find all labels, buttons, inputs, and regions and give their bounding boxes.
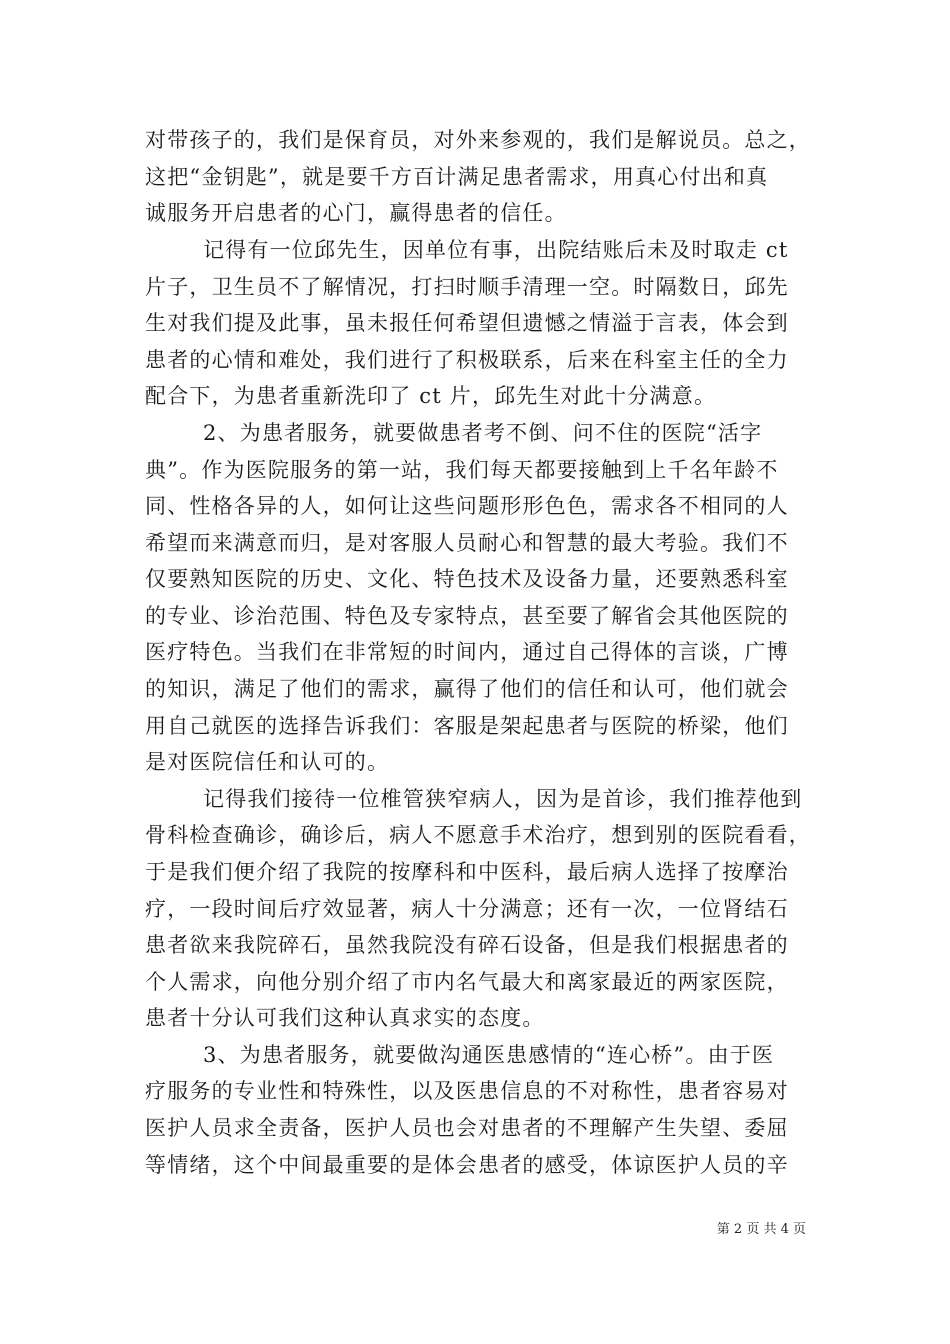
- text-line: 于是我们便介绍了我院的按摩科和中医科，最后病人选择了按摩治: [145, 860, 789, 884]
- paragraph-first-line: 记得有一位邱先生，因单位有事，出院结账后未及时取走 ct: [203, 238, 789, 262]
- text-line: 疗，一段时间后疗效显著，病人十分满意；还有一次，一位肾结石: [145, 897, 789, 921]
- text-line: 片子，卫生员不了解情况，打扫时顺手清理一空。时隔数日，邱先: [145, 275, 789, 299]
- text-line: 生对我们提及此事，虽未报任何希望但遗憾之情溢于言表，体会到: [145, 311, 789, 335]
- text-line: 疗服务的专业性和特殊性，以及医患信息的不对称性，患者容易对: [145, 1079, 789, 1103]
- text-line: 患者欲来我院碎石，虽然我院没有碎石设备，但是我们根据患者的: [145, 933, 789, 957]
- paragraph-first-line: 3、为患者服务，就要做沟通医患感情的“连心桥”。由于医: [203, 1043, 775, 1067]
- text-line: 配合下，为患者重新洗印了 ct 片，邱先生对此十分满意。: [145, 384, 717, 408]
- text-line: 医护人员求全责备，医护人员也会对患者的不理解产生失望、委屈: [145, 1116, 789, 1140]
- text-line: 患者十分认可我们这种认真求实的态度。: [145, 1006, 545, 1030]
- text-line: 这把“金钥匙”，就是要千方百计满足患者需求，用真心付出和真: [145, 165, 769, 189]
- text-line: 是对医院信任和认可的。: [145, 750, 390, 774]
- text-line: 患者的心情和难处，我们进行了积极联系，后来在科室主任的全力: [145, 348, 789, 372]
- text-line: 的知识，满足了他们的需求，赢得了他们的信任和认可，他们就会: [145, 677, 789, 701]
- text-line: 个人需求，向他分别介绍了市内名气最大和离家最近的两家医院，: [145, 970, 789, 994]
- paragraph-first-line: 2、为患者服务，就要做患者考不倒、问不住的医院“活字: [203, 421, 763, 445]
- text-line: 希望而来满意而归，是对客服人员耐心和智慧的最大考验。我们不: [145, 531, 789, 555]
- text-line: 典”。作为医院服务的第一站，我们每天都要接触到上千名年龄不: [145, 458, 779, 482]
- text-line: 同、性格各异的人，如何让这些问题形形色色，需求各不相同的人: [145, 494, 789, 518]
- text-line: 仅要熟知医院的历史、文化、特色技术及设备力量，还要熟悉科室: [145, 567, 789, 591]
- text-line: 骨科检查确诊，确诊后，病人不愿意手术治疗，想到别的医院看看，: [145, 823, 811, 847]
- text-line: 对带孩子的，我们是保育员，对外来参观的，我们是解说员。总之，: [145, 128, 811, 152]
- text-line: 的专业、诊治范围、特色及专家特点，甚至要了解省会其他医院的: [145, 604, 789, 628]
- paragraph-first-line: 记得我们接待一位椎管狭窄病人，因为是首诊，我们推荐他到: [203, 787, 803, 811]
- text-line: 等情绪，这个中间最重要的是体会患者的感受，体谅医护人员的辛: [145, 1153, 789, 1177]
- text-line: 用自己就医的选择告诉我们：客服是架起患者与医院的桥梁，他们: [145, 714, 789, 738]
- page-number-footer: 第 2 页 共 4 页: [716, 1222, 806, 1237]
- text-line: 诚服务开启患者的心门，赢得患者的信任。: [145, 201, 567, 225]
- text-line: 医疗特色。当我们在非常短的时间内，通过自己得体的言谈，广博: [145, 640, 789, 664]
